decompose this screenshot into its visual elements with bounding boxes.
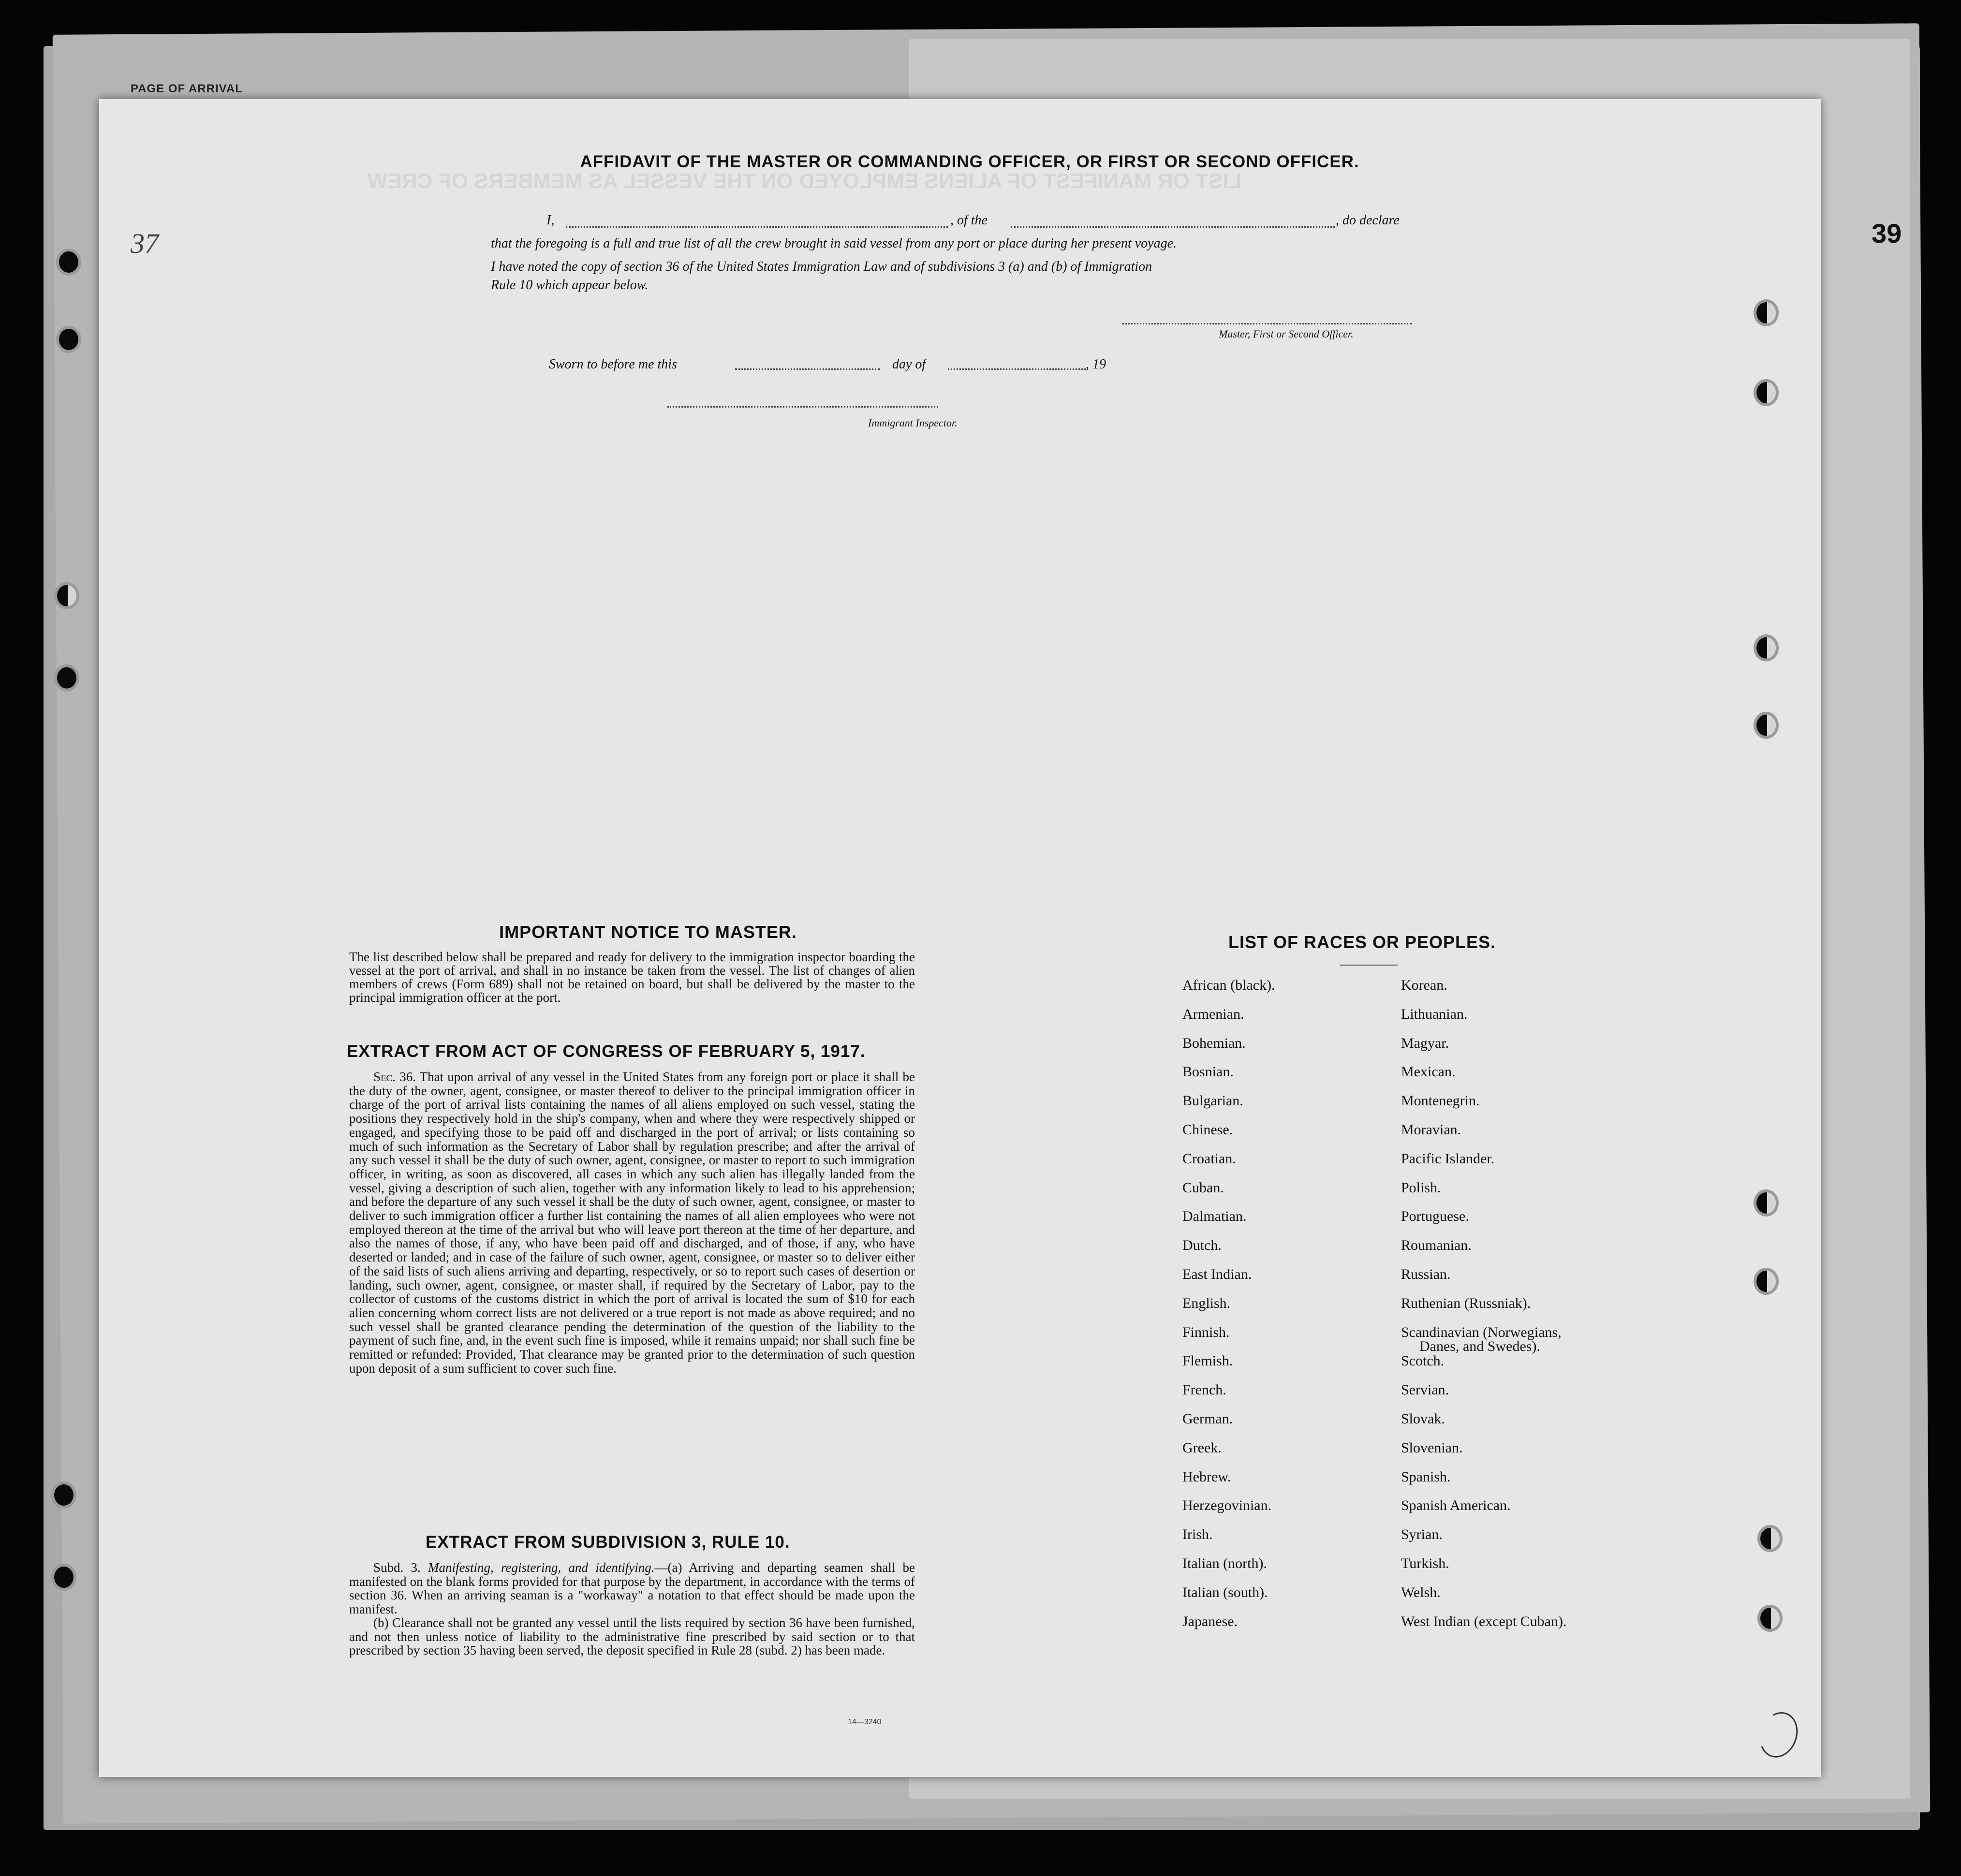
sworn-month-field-line[interactable] xyxy=(948,368,1086,370)
binder-hole xyxy=(1760,1608,1780,1629)
race-item: Russian. xyxy=(1401,1266,1451,1282)
binder-hole xyxy=(59,329,78,350)
race-item: African (black). xyxy=(1182,977,1275,993)
race-item: Spanish American. xyxy=(1401,1497,1511,1514)
race-item: Pacific Islander. xyxy=(1401,1150,1495,1167)
race-item: Scotch. xyxy=(1401,1353,1445,1369)
margin-number: 37 xyxy=(131,228,159,259)
binder-hole xyxy=(1760,1528,1780,1549)
page-label: PAGE OF ARRIVAL xyxy=(131,82,243,95)
subdivision-b-text: (b) Clearance shall not be granted any vessel until the lists required by section 36 have been furnished, and not then unless notice of liability to the administrative fine prescribed by said section or to that prescribed by section 35 having been served, the deposit specified in Rule 28 (subd. 2) has been made. xyxy=(349,1615,915,1657)
bleed-through-text: LIST OR MANIFEST OF ALIENS EMPLOYED ON THE VESSEL AS MEMBERS OF CREW xyxy=(368,169,1242,193)
name-field-line[interactable] xyxy=(566,226,948,228)
affidavit-line-2: that the foregoing is a full and true list of all the crew brought in said vessel from any port or place during her present voyage. xyxy=(491,236,1177,251)
race-item: East Indian. xyxy=(1182,1266,1252,1282)
race-item: Lithuanian. xyxy=(1401,1006,1468,1022)
race-item: Irish. xyxy=(1182,1526,1213,1543)
race-item: Moravian. xyxy=(1401,1122,1461,1138)
section-36-text xyxy=(349,1070,915,1375)
binder-hole xyxy=(1756,302,1776,323)
race-item: Dutch. xyxy=(1182,1237,1222,1254)
inspector-signature-line[interactable] xyxy=(667,406,938,408)
races-title-rule xyxy=(1340,965,1398,966)
master-label: Master, First or Second Officer. xyxy=(1219,328,1354,340)
race-item: Servian. xyxy=(1401,1382,1449,1398)
race-item: Italian (south). xyxy=(1182,1584,1268,1600)
binder-hole xyxy=(1756,715,1776,736)
affidavit-i: I, xyxy=(546,213,555,228)
sworn-label: Sworn to before me this xyxy=(549,357,677,372)
race-item: Mexican. xyxy=(1401,1064,1456,1080)
race-item: Dalmatian. xyxy=(1182,1208,1247,1225)
race-item: West Indian (except Cuban). xyxy=(1401,1613,1567,1629)
race-item: English. xyxy=(1182,1295,1231,1311)
extract-act-title: EXTRACT FROM ACT OF CONGRESS OF FEBRUARY 5, 1917. xyxy=(347,1042,866,1061)
race-item: German. xyxy=(1182,1411,1233,1427)
binder-hole xyxy=(1756,1271,1776,1292)
affidavit-line-4: Rule 10 which appear below. xyxy=(491,278,649,293)
race-item: Spanish. xyxy=(1401,1468,1451,1485)
subdivision-label: Subd. 3. xyxy=(373,1560,421,1575)
race-item: Hebrew. xyxy=(1182,1468,1231,1485)
page-number: 39 xyxy=(1872,218,1902,249)
race-item: Chinese. xyxy=(1182,1122,1233,1138)
master-signature-line[interactable] xyxy=(1122,323,1412,324)
race-item: Cuban. xyxy=(1182,1179,1224,1196)
binder-hole xyxy=(59,251,78,273)
race-item: Armenian. xyxy=(1182,1006,1244,1022)
binder-hole xyxy=(1756,1192,1776,1214)
race-item: Korean. xyxy=(1401,977,1447,993)
affidavit-of-the: , of the xyxy=(950,213,988,228)
inspector-label: Immigrant Inspector. xyxy=(868,417,958,429)
race-item: Danes, and Swedes). xyxy=(1419,1338,1540,1354)
binder-hole xyxy=(57,667,76,689)
race-item: Syrian. xyxy=(1401,1526,1443,1543)
notice-text: The list described below shall be prepared and ready for delivery to the immigration inspector boarding the vessel at the port of arrival, and shall in no instance be taken from the vessel. The list of changes of alien members of crews (Form 689) shall not be retained on board, but shall be delivered by the master to the principal immigration officer at the port. xyxy=(349,950,915,1005)
year-label: , 19 xyxy=(1086,357,1106,372)
race-item: Ruthenian (Russniak). xyxy=(1401,1295,1531,1311)
binder-hole xyxy=(54,1484,74,1506)
race-item: Bosnian. xyxy=(1182,1064,1234,1080)
race-item: Japanese. xyxy=(1182,1613,1238,1629)
form-code: 14—3240 xyxy=(848,1718,882,1726)
race-item: Croatian. xyxy=(1182,1150,1236,1167)
extract-rule-title: EXTRACT FROM SUBDIVISION 3, RULE 10. xyxy=(426,1533,790,1552)
notice-title: IMPORTANT NOTICE TO MASTER. xyxy=(499,922,797,942)
subdivision-a-text: —(a) Arriving and departing seamen shall be manifested on the blank forms provided for that purpose by the department, in accordance with the terms of section 36. When an arriving seaman is a "workaway" a notation to that effect should be made upon the manifest. xyxy=(349,1560,915,1616)
races-title: LIST OF RACES OR PEOPLES. xyxy=(1228,932,1496,952)
sworn-day-field-line[interactable] xyxy=(735,368,880,370)
subdivision-text xyxy=(349,1561,915,1657)
binder-hole xyxy=(57,585,76,606)
subdivision-heading: Manifesting, registering, and identifying. xyxy=(428,1560,655,1575)
race-item: Roumanian. xyxy=(1401,1237,1472,1254)
race-item: Magyar. xyxy=(1401,1035,1449,1051)
race-item: Herzegovinian. xyxy=(1182,1497,1272,1514)
race-item: Scandinavian (Norwegians, xyxy=(1401,1324,1562,1340)
affidavit-title: AFFIDAVIT OF THE MASTER OR COMMANDING OFFICER, OR FIRST OR SECOND OFFICER. xyxy=(580,152,1359,171)
section-label: Sec. 36. xyxy=(373,1070,416,1084)
race-item: Greek. xyxy=(1182,1439,1222,1456)
race-item: Montenegrin. xyxy=(1401,1093,1480,1109)
binder-hole xyxy=(1756,382,1776,403)
race-item: Portuguese. xyxy=(1401,1208,1469,1225)
race-item: Flemish. xyxy=(1182,1353,1233,1369)
race-item: French. xyxy=(1182,1382,1226,1398)
race-item: Bohemian. xyxy=(1182,1035,1246,1051)
affidavit-line-3: I have noted the copy of section 36 of the United States Immigration Law and of subdivisions 3 (a) and (b) of Immigration xyxy=(491,259,1152,274)
race-item: Welsh. xyxy=(1401,1584,1441,1600)
race-item: Turkish. xyxy=(1401,1555,1449,1571)
race-item: Slovak. xyxy=(1401,1411,1445,1427)
day-of-label: day of xyxy=(892,357,926,372)
binder-hole xyxy=(54,1567,74,1588)
race-item: Finnish. xyxy=(1182,1324,1230,1340)
race-item: Slovenian. xyxy=(1401,1439,1463,1456)
race-item: Polish. xyxy=(1401,1179,1441,1196)
race-item: Bulgarian. xyxy=(1182,1093,1243,1109)
vessel-field-line[interactable] xyxy=(1011,226,1335,228)
race-item: Italian (north). xyxy=(1182,1555,1267,1571)
section-36-body: That upon arrival of any vessel in the United States from any foreign port or place it shall be the duty of the owner, agent, consignee, or master thereof to deliver to the principal immigration officer in charge of the port of arrival lists containing the names of all aliens employed on such vessel, stating the positions they respectively hold in the ship's company, when and where they were respectively shipped or engaged, and specifying those to be paid off and discharged in the port of arrival; or lists containing so much of such information as the Secretary of Labor shall by regulation prescribe; and after the arrival of any such vessel it shall be the duty of such owner, agent, consignee, or master to report to such immigration officer, in writing, as soon as discovered, all cases in which any such alien has illegally landed from the vessel, giving a description of such alien, together with any information likely to lead to his apprehension; and before the departure of any such vessel it shall be the duty of such owner, agent, consignee, or master to deliver to such immigration officer a further list containing the names of all alien employees who were not employed thereon at the time of the arrival but who will leave port thereon at the time of her departure, and also the names of those, if any, who have been paid off and discharged, and of those, if any, who have deserted or landed; and in case of the failure of such owner, agent, consignee, or master so to deliver either of the said lists of such aliens arriving and departing, respectively, or so to report such cases of desertion or landing, such owner, agent, consignee, or master shall, if required by the Secretary of Labor, pay to the collector of customs of the customs district in which the port of arrival is located the sum of $10 for each alien concerning whom correct lists are not delivered or a true report is not made as above required; and no such vessel shall be granted clearance pending the determination of the question of the liability to the payment of such fine, and, in the event such fine is imposed, while it remains unpaid; nor shall such fine be remitted or refunded: Provided, That clearance may be granted prior to the determination of such question upon deposit of a sum sufficient to cover such fine. xyxy=(349,1070,915,1376)
binder-hole xyxy=(1756,637,1776,659)
affidavit-do-declare: , do declare xyxy=(1336,213,1400,228)
